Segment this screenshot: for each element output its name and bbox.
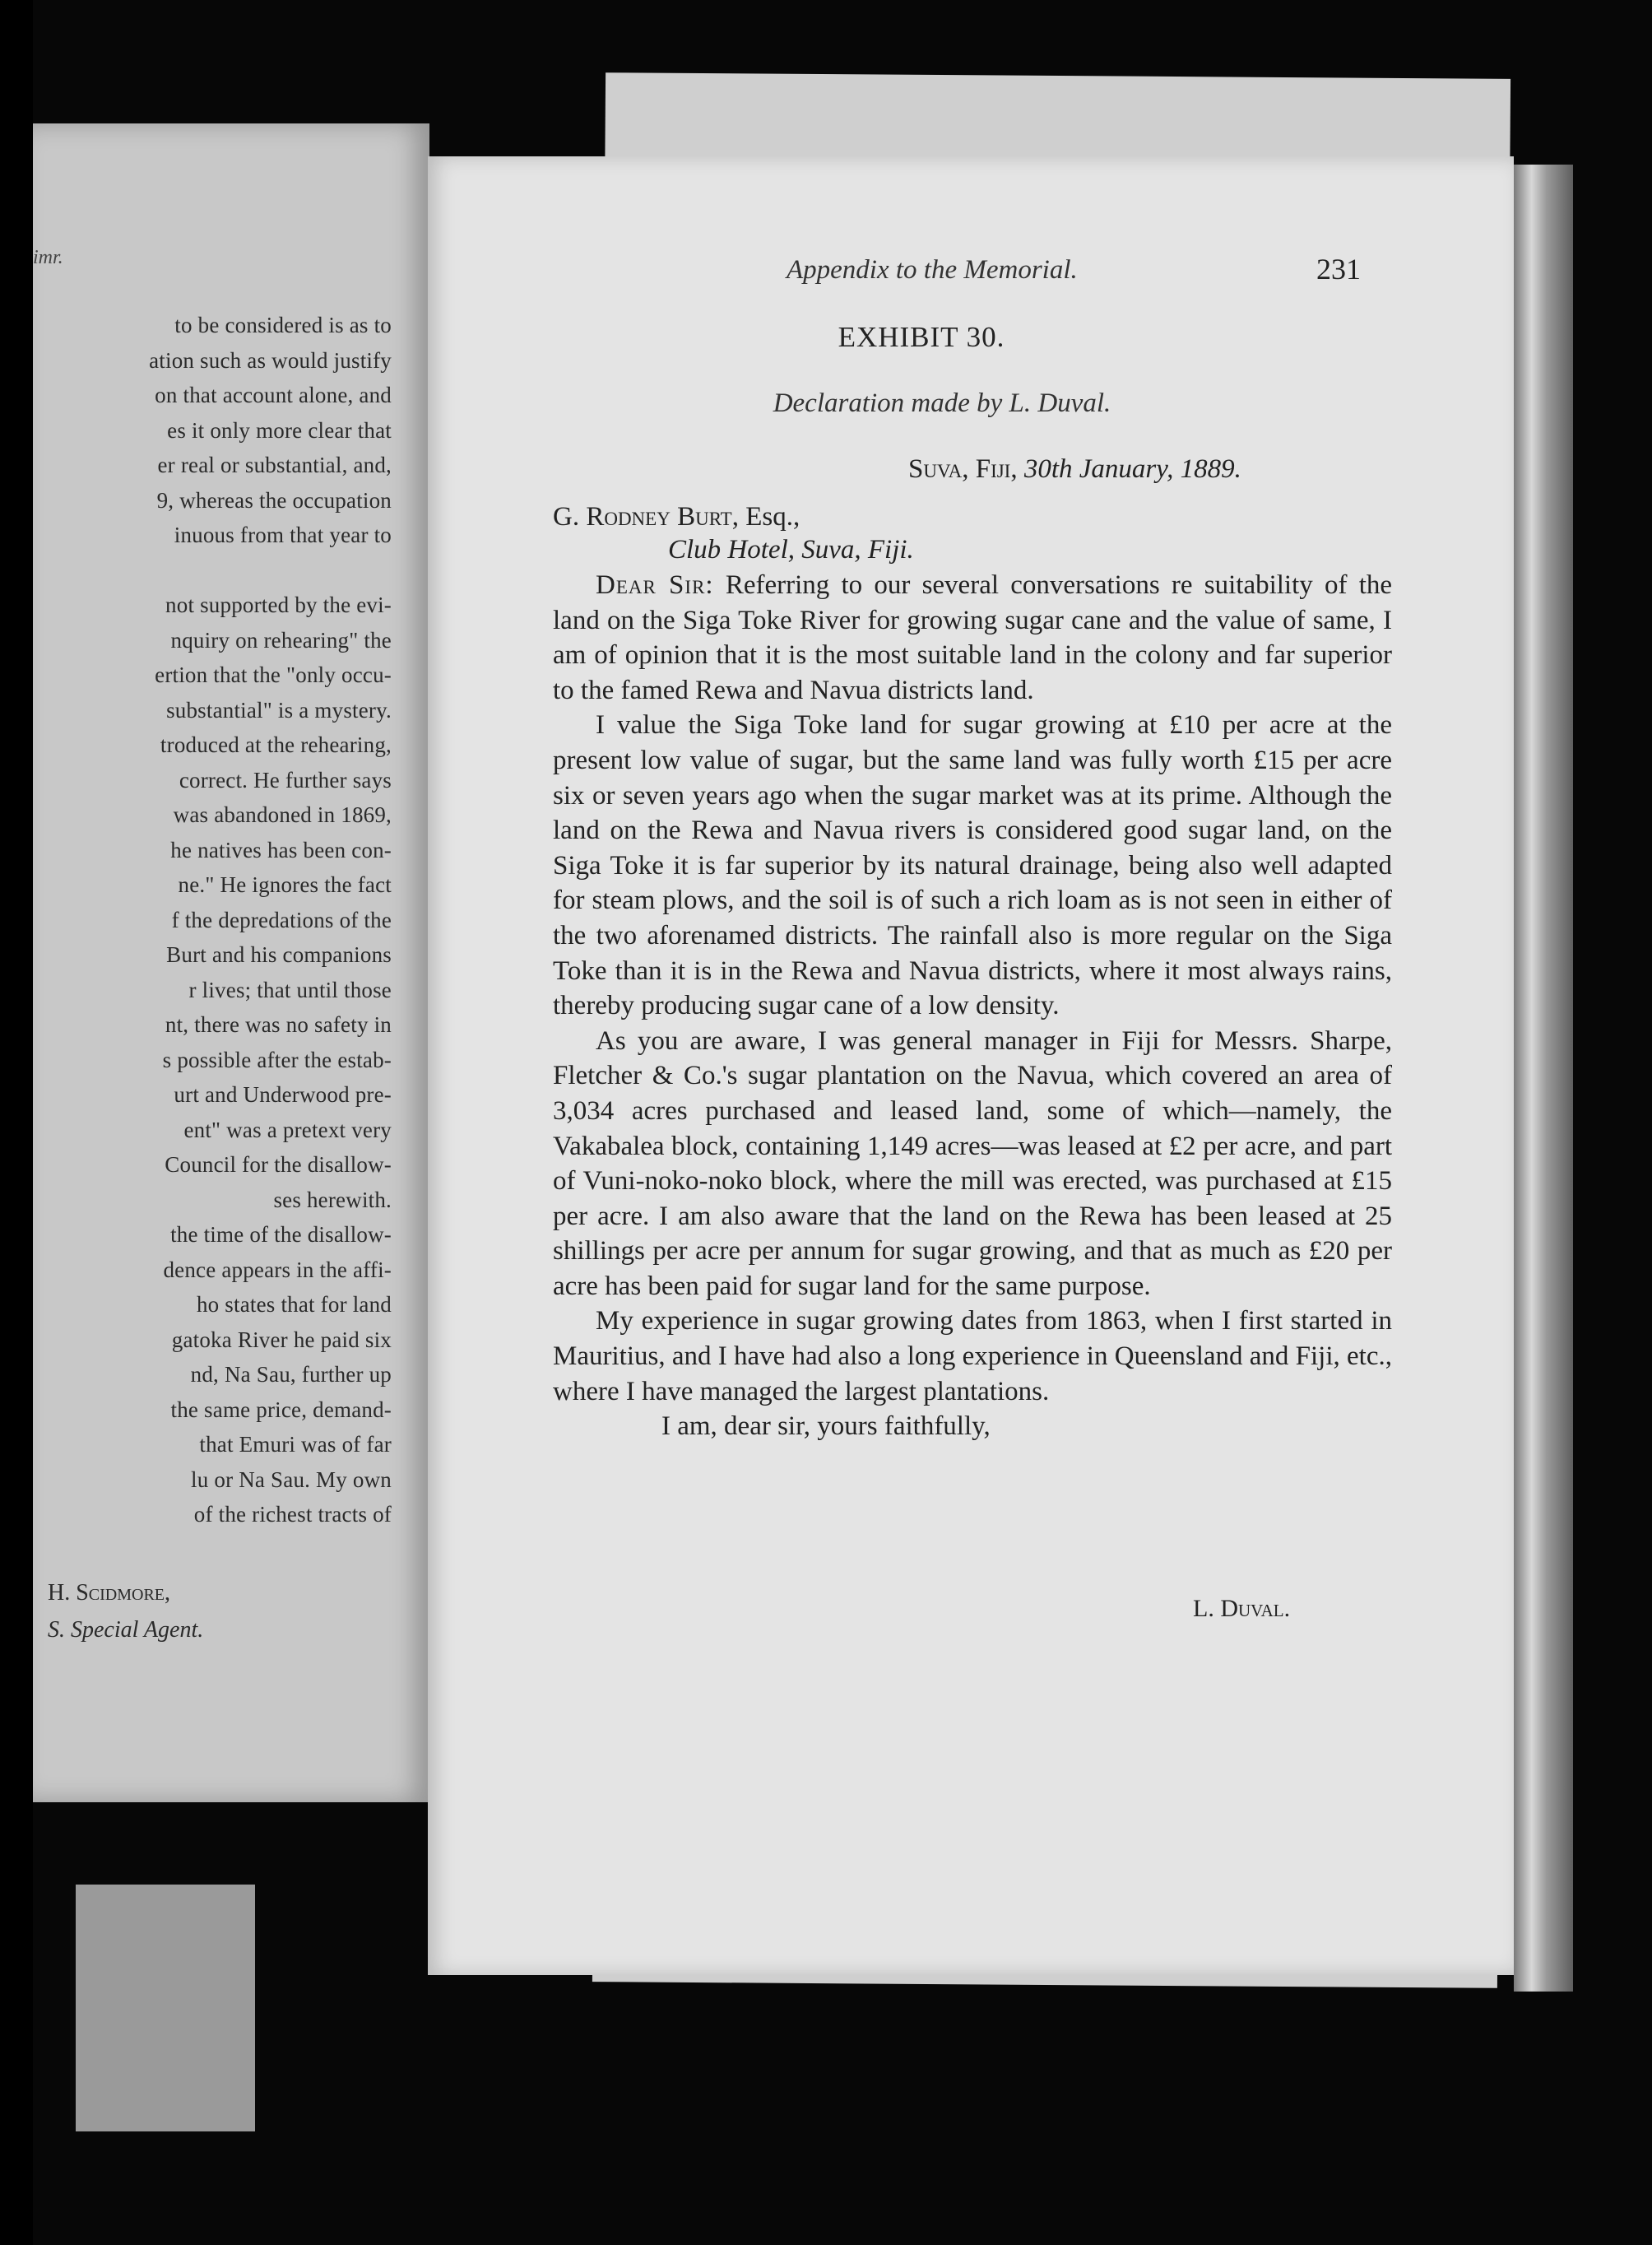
paragraph-3: As you are aware, I was general manager in Fiji for Messrs. Sharpe, Fletcher & Co.'s sugar plantation on the Navua, which covered an area of 3,034 acres purchased and leased land, some of which—namely, the Vakabalea block, containing 1,149 acres—was leased at £2 per acre, and part of Vuni-noko-noko block, where the mill was erected, was purchased at £15 per acre. I am also aware that the land on the Rewa has been leased at 25 shillings per acre per annum for sugar growing, and that as much as £20 per acre has been paid for sugar land for the same purpose.: [553, 1025, 1392, 1301]
paragraph-1: [553, 568, 1392, 708]
page-stack-edge: [1514, 165, 1573, 1992]
previous-page-line: he natives has been con-: [170, 837, 392, 862]
previous-page-line: correct. He further says: [179, 767, 392, 792]
addressee-address: Club Hotel, Suva, Fiji.: [668, 535, 914, 565]
previous-page-line: Burt and his companions: [166, 942, 392, 967]
previous-page-line: urt and Underwood pre-: [174, 1082, 392, 1107]
previous-page-signature-name: H. Scidmore,: [48, 1580, 171, 1606]
previous-page-line: r lives; that until those: [188, 977, 392, 1002]
dateline-place: Suva, Fiji,: [908, 454, 1018, 484]
paragraph-1-text: Referring to our several conversations re suitability of the land on the Siga Toke River for growing sugar cane and the value of same, I am of opinion that it is the most suitable land in the colony and far superior to the famed Rewa and Navua districts land.: [553, 570, 1393, 705]
dateline: [908, 454, 1241, 485]
previous-page: [33, 123, 429, 1802]
previous-page-line: nd, Na Sau, further up: [190, 1362, 392, 1387]
previous-page-line: ation such as would justify: [149, 347, 392, 373]
addressee: [553, 502, 800, 532]
previous-page-line: the time of the disallow-: [170, 1222, 392, 1247]
document-page: [428, 156, 1514, 1975]
previous-page-line: troduced at the rehearing,: [160, 732, 392, 757]
previous-page-header-fragment: imr.: [33, 247, 63, 268]
previous-page-line: the same price, demand-: [170, 1397, 392, 1422]
previous-page-line: ses herewith.: [273, 1187, 392, 1212]
running-head: Appendix to the Memorial.: [787, 255, 1078, 285]
previous-page-line: substantial" is a mystery.: [166, 697, 392, 723]
previous-page-signature-title: S. Special Agent.: [48, 1617, 204, 1643]
previous-page-line: f the depredations of the: [171, 907, 392, 932]
signature: L. Duval.: [1193, 1595, 1291, 1622]
page-tab: [76, 1885, 255, 2131]
previous-page-line: of the richest tracts of: [193, 1502, 392, 1527]
dateline-date: 30th January, 1889.: [1023, 454, 1241, 484]
previous-page-line: es it only more clear that: [167, 417, 392, 443]
previous-page-line: ent" was a pretext very: [183, 1117, 392, 1142]
addressee-name: G. Rodney Burt,: [553, 502, 739, 532]
closing: I am, dear sir, yours faithfully,: [661, 1411, 991, 1442]
previous-page-line: ne." He ignores the fact: [178, 872, 392, 897]
previous-page-line: gatoka River he paid six: [171, 1327, 392, 1352]
previous-page-line: not supported by the evi-: [165, 593, 392, 617]
previous-page-line: Council for the disallow-: [165, 1152, 392, 1177]
paragraph-2: I value the Siga Toke land for sugar growing at £10 per acre at the present low value of sugar, but the same land was fully worth £15 per acre six or seven years ago when the sugar market was at its prime. Although the land on the Rewa and Navua rivers is considered good sugar land, on the Siga Toke it is far superior by its natural drainage, being also well adapted for steam plows, and the soil is of such a rich loam as is not seen in either of the two aforenamed districts. The rainfall also is more regular on the Siga Toke than it is in the Rewa and Navua districts, where it most always rains, thereby producing sugar cane of a low density.: [553, 710, 1392, 1021]
salutation: Dear Sir:: [596, 570, 714, 600]
previous-page-line: 9, whereas the occupation: [156, 487, 392, 513]
page-number: 231: [1316, 253, 1361, 286]
paragraph-4: My experience in sugar growing dates from 1863, when I first started in Mauritius, and I have had also a long experience in Queensland and Fiji, etc., where I have managed the largest plantations.: [553, 1306, 1392, 1406]
previous-page-line: was abandoned in 1869,: [173, 802, 392, 827]
previous-page-line: nt, there was no safety in: [165, 1012, 392, 1037]
previous-page-line: to be considered is as to: [174, 313, 392, 337]
letter-body: [553, 568, 1392, 1444]
exhibit-title: EXHIBIT 30.: [838, 321, 1005, 353]
previous-page-line: that Emuri was of far: [199, 1432, 392, 1457]
declaration-title: Declaration made by L. Duval.: [773, 388, 1111, 418]
previous-page-line: on that account alone, and: [155, 383, 392, 407]
previous-page-line: s possible after the estab-: [162, 1047, 392, 1072]
previous-page-line: er real or substantial, and,: [157, 453, 392, 477]
previous-page-line: ho states that for land: [196, 1292, 392, 1317]
binding-shadow: [0, 0, 33, 2245]
previous-page-line: dence appears in the affi-: [163, 1257, 392, 1282]
previous-page-line: nquiry on rehearing" the: [170, 627, 392, 653]
previous-page-line: lu or Na Sau. My own: [191, 1466, 392, 1492]
previous-page-line: ertion that the "only occu-: [155, 662, 392, 687]
previous-page-line: inuous from that year to: [174, 523, 392, 547]
addressee-suffix: Esq.,: [745, 502, 800, 532]
